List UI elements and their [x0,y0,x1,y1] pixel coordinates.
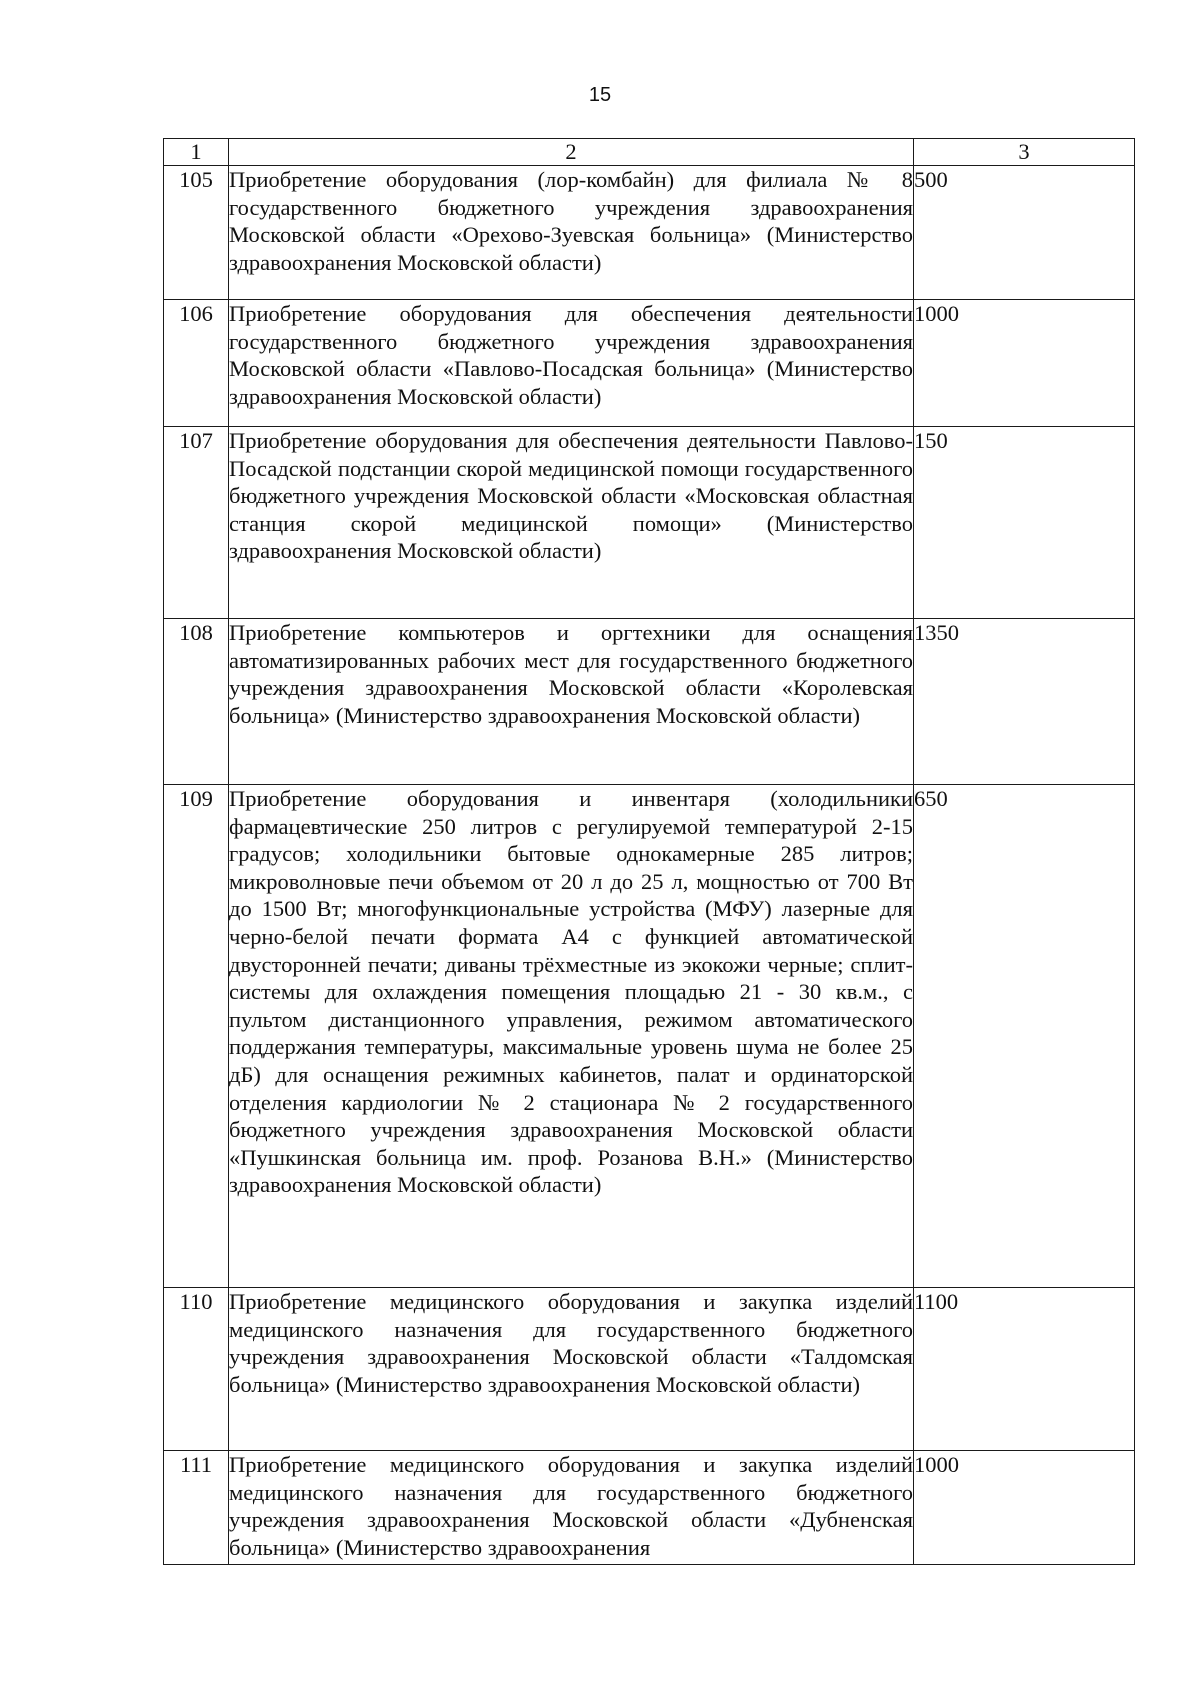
row-description [229,300,914,427]
row-amount: 150 [914,427,1135,619]
row-description [229,427,914,619]
table-row [164,427,1135,619]
table-row [164,300,1135,427]
row-amount: 1350 [914,619,1135,785]
row-description [229,166,914,300]
row-number: 105 [164,166,229,300]
row-description [229,785,914,1288]
table-header-row [164,139,1135,166]
table-row [164,619,1135,785]
table-row [164,166,1135,300]
table-row [164,1288,1135,1451]
header-col-1: 1 [164,139,229,166]
header-col-2: 2 [229,139,914,166]
row-number: 108 [164,619,229,785]
row-description [229,1288,914,1451]
page-number: 15 [588,84,612,106]
row-number: 109 [164,785,229,1288]
row-number: 111 [164,1451,229,1565]
row-number: 110 [164,1288,229,1451]
row-description-text: Приобретение медицинского оборудования и закупка изделий медицинского назначения для государственного бюджетного учреждения здравоохранения Московской области «Талдомская больница» (Министерство здравоохранения Московской области) [229,1289,913,1397]
header-col-3: 3 [914,139,1135,166]
row-amount: 500 [914,166,1135,300]
row-description [229,1451,914,1565]
row-amount: 1000 [914,1451,1135,1565]
row-amount: 650 [914,785,1135,1288]
row-number: 107 [164,427,229,619]
row-description-text: Приобретение оборудования для обеспечения деятельности государственного бюджетного учреждения здравоохранения Московской области «Павлово-Посадская больница» (Министерство здравоохранения Московской области) [229,301,913,409]
row-number: 106 [164,300,229,427]
table-row [164,785,1135,1288]
row-description-text: Приобретение оборудования и инвентаря (холодильники фармацевтические 250 литров с регулируемой температурой 2-15 градусов; холодильники бытовые однокамерные 285 литров; микроволновые печи объемом от 20 л до 25 л, мощностью от 700 Вт до 1500 Вт; многофункциональные устройства (МФУ) лазерные для черно-белой печати формата А4 с функцией автоматической двусторонней печати; диваны трёхместные из экокожи черные; сплит-системы для охлаждения помещения площадью 21 - 30 кв.м., с пультом дистанционного управления, режимом автоматического поддержания температуры, максимальные уровень шума не более 25 дБ) для оснащения режимных кабинетов, палат и ординаторской отделения кардиологии № 2 стационара № 2 государственного бюджетного учреждения здравоохранения Московской области «Пушкинская больница им. проф. Розанова В.Н.» (Министерство здравоохранения Московской области) [229,786,913,1198]
row-description-text: Приобретение компьютеров и оргтехники для оснащения автоматизированных рабочих мест для государственного бюджетного учреждения здравоохранения Московской области «Королевская больница» (Министерство здравоохранения Московской области) [229,620,913,728]
row-description [229,619,914,785]
row-description-text: Приобретение оборудования для обеспечения деятельности Павлово-Посадской подстанции скорой медицинской помощи государственного бюджетного учреждения Московской области «Московская областная станция скорой медицинской помощи» (Министерство здравоохранения Московской области) [229,428,913,564]
budget-table [163,138,1135,1565]
row-description-text: Приобретение оборудования (лор-комбайн) для филиала № 8 государственного бюджетного учреждения здравоохранения Московской области «Орехово-Зуевская больница» (Министерство здравоохранения Московской области) [229,167,913,275]
row-amount: 1000 [914,300,1135,427]
row-description-text: Приобретение медицинского оборудования и закупка изделий медицинского назначения для государственного бюджетного учреждения здравоохранения Московской области «Дубненская больница» (Министерство здравоохранения [229,1452,913,1560]
table-row [164,1451,1135,1565]
row-amount: 1100 [914,1288,1135,1451]
